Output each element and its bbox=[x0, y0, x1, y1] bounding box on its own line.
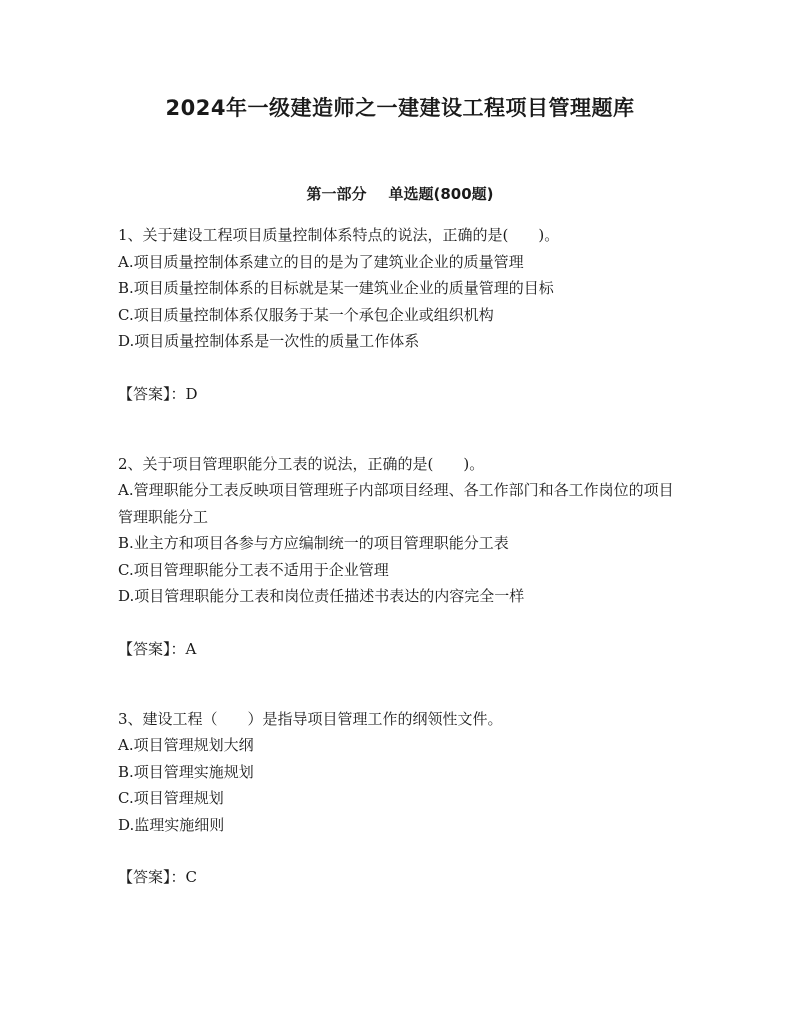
section-heading bbox=[0, 183, 800, 204]
answer-label: 【答案】： bbox=[118, 384, 186, 403]
option-c: C.项目管理规划 bbox=[118, 789, 224, 807]
question-3 bbox=[118, 706, 688, 891]
question-stem: 2、关于项目管理职能分工表的说法，正确的是( )。 bbox=[118, 454, 485, 473]
answer-value: D bbox=[185, 384, 198, 403]
option-a: A.项目管理规划大纲 bbox=[118, 736, 254, 754]
option-b: B.业主方和项目各参与方应编制统一的项目管理职能分工表 bbox=[118, 534, 509, 552]
question-1 bbox=[118, 222, 688, 407]
section-name: 单选题(800题) bbox=[388, 185, 494, 203]
question-stem: 3、建设工程（ ）是指导项目管理工作的纲领性文件。 bbox=[118, 709, 503, 728]
question-stem: 1、关于建设工程项目质量控制体系特点的说法，正确的是( )。 bbox=[118, 226, 560, 244]
answer-value: A bbox=[185, 639, 197, 658]
option-c: C.项目管理职能分工表不适用于企业管理 bbox=[118, 560, 389, 579]
option-c: C.项目质量控制体系仅服务于某一个承包企业或组织机构 bbox=[118, 305, 494, 324]
question-list bbox=[118, 222, 688, 890]
option-d: D.项目管理职能分工表和岗位责任描述书表达的内容完全一样 bbox=[118, 587, 525, 605]
answer-label: 【答案】： bbox=[118, 868, 186, 886]
question-2 bbox=[118, 451, 688, 662]
answer-line bbox=[118, 636, 688, 662]
answer-line bbox=[118, 381, 688, 407]
option-b: B.项目管理实施规划 bbox=[118, 762, 254, 781]
answer-line bbox=[118, 864, 688, 890]
option-a: A.项目质量控制体系建立的目的是为了建筑业企业的质量管理 bbox=[118, 252, 524, 271]
document-title: 2024年一级建造师之一建建设工程项目管理题库 bbox=[165, 96, 635, 120]
answer-label: 【答案】： bbox=[118, 639, 186, 658]
option-d: D.监理实施细则 bbox=[118, 815, 225, 834]
section-part: 第一部分 bbox=[306, 185, 367, 203]
option-b: B.项目质量控制体系的目标就是某一建筑业企业的质量管理的目标 bbox=[118, 279, 554, 297]
option-d: D.项目质量控制体系是一次性的质量工作体系 bbox=[118, 332, 420, 350]
answer-value: C bbox=[185, 868, 197, 886]
option-a: A.管理职能分工表反映项目管理班子内部项目经理、各工作部门和各工作岗位的项目管理职能分工 bbox=[118, 481, 674, 526]
